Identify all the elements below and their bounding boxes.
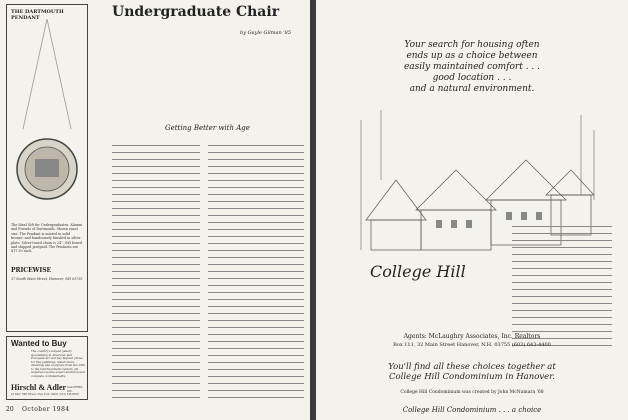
wanted-title: Wanted to Buy [11,339,67,348]
ad-headline-line-5: and a natural environment. [409,84,535,94]
ad-headline-line-1: Your search for housing often [404,40,540,50]
pricewise-address: 37 South Main Street, Hanover, NH 03755 [11,277,83,281]
right-page [316,0,628,420]
left-page [0,0,310,420]
pendant-ad [6,4,88,332]
wanted-ad [6,336,88,400]
pendant-image [13,19,81,219]
article-byline: by Gayle Gilman '85 [240,30,292,36]
ad-credit: College Hill Condominium was created by John McNamara '68 [400,390,544,395]
article-column-2 [208,145,304,404]
ad-headline-line-4: good location . . . [432,73,512,83]
pricewise-label: PRICEWISE [11,267,52,274]
issue-label: October 1984 [22,406,70,413]
pendant-caption: The Ideal Gift for Undergraduates, Alumni and Friends of Dartmouth. Shown exact size. The Pendant is minted in solid bronze, and handsomely finished in silver plate. Silver-toned chain is 24". Gift boxed and shipped postpaid. The Pendants are $17.50 each. [11,223,83,254]
wanted-text: The country's largest gallery specializing in American and European art will pay highest prices for fine paintings, watercolors, drawings and sculpture from the 18th to the mid-Twentieth Century. All inquiries receive expert attention and complete confidentiality. [31,349,85,378]
agent-line-2: Box 111, 32 Main Street Hanover, N.H. 03755 (603) 643-4400 [393,342,551,348]
article-column-1 [112,145,200,404]
ad-footer-line-1: You'll find all these choices together at [388,362,556,372]
gallery-name: Hirschl & Adler [11,383,67,392]
ad-footer-line-2: College Hill Condominium in Hanover. [388,372,556,382]
college-hill-logo: College Hill [370,262,466,281]
ad-headline [316,40,628,95]
ad-footer [316,362,628,382]
gallery-suffix: GALLERIES INC. [67,386,83,393]
article-title: Undergraduate Chair [112,4,280,20]
gallery-address: 21 East 70th Street, New York 10021 (212) 535-8810 [11,393,79,396]
bottom-line: College Hill Condominium . . . a choice [402,406,542,414]
pendant-heading: THE DARTMOUTH PENDANT [11,9,64,21]
agent-line-1: Agents: McLaughry Associates, Inc. Realtors [403,333,541,340]
ad-headline-line-2: ends up as a choice between [406,51,538,61]
page-number: 20 [6,406,14,413]
article-subheading: Getting Better with Age [165,124,250,132]
ad-headline-line-3: easily maintained comfort . . . [403,62,541,72]
